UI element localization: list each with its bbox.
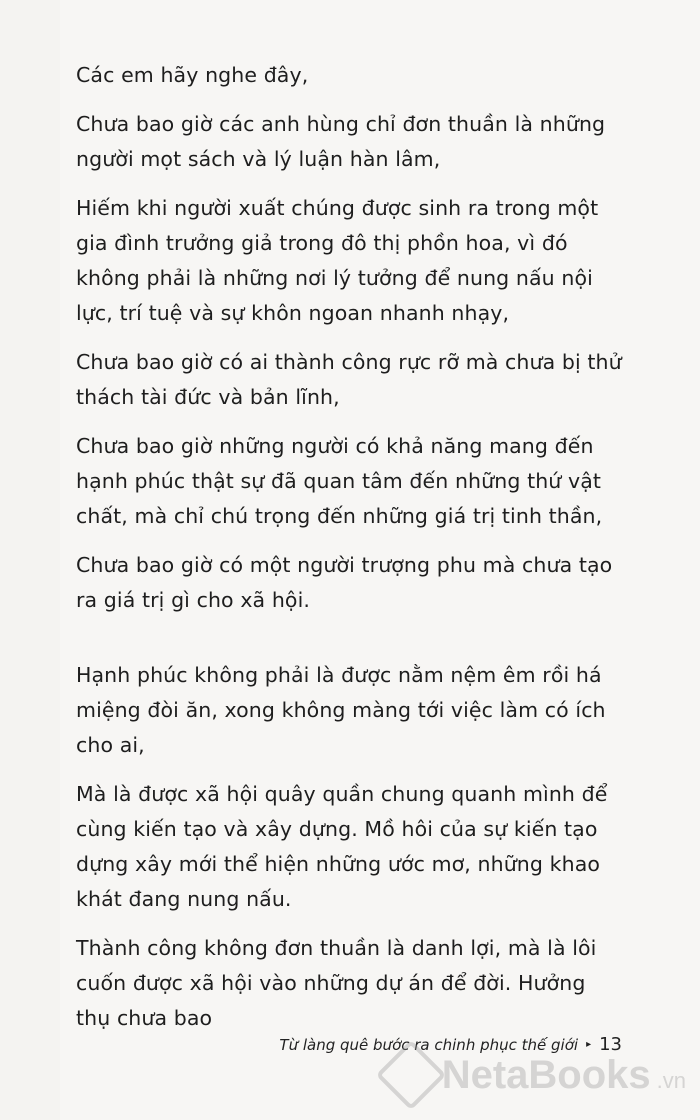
diamond-logo-icon: [375, 1040, 446, 1111]
triangle-icon: ▸: [586, 1039, 592, 1050]
paragraph-4: Chưa bao giờ có ai thành công rực rỡ mà chưa bị thử thách tài đức và bản lĩnh,: [76, 350, 622, 409]
paragraph-1: Các em hãy nghe đây,: [76, 63, 309, 87]
paragraph-6: Chưa bao giờ có một người trượng phu mà chưa tạo ra giá trị gì cho xã hội.: [76, 553, 613, 612]
running-title: Từ làng quê bước ra chinh phục thế giới: [279, 1035, 579, 1054]
watermark: [386, 1050, 686, 1100]
paragraph-9: Thành công không đơn thuần là danh lợi, mà là lôi cuốn được xã hội vào những dự án để đời. Hưởng thụ chưa bao: [76, 936, 597, 1030]
watermark-text: NetaBooks: [441, 1052, 651, 1097]
paragraph-3: Hiếm khi người xuất chúng được sinh ra trong một gia đình trưởng giả trong đô thị phồn hoa, vì đó không phải là những nơi lý tưởng để nung nấu nội lực, trí tuệ và sự khôn ngoan nhanh nhạy,: [76, 196, 599, 325]
paragraph-2: Chưa bao giờ các anh hùng chỉ đơn thuần là những người mọt sách và lý luận hàn lâm,: [76, 112, 606, 171]
paragraph-7: Hạnh phúc không phải là được nằm nệm êm rồi há miệng đòi ăn, xong không màng tới việc làm có ích cho ai,: [76, 663, 606, 757]
paragraph-5: Chưa bao giờ những người có khả năng mang đến hạnh phúc thật sự đã quan tâm đến những thứ vật chất, mà chỉ chú trọng đến những giá trị tinh thần,: [76, 434, 603, 528]
paragraph-8: Mà là được xã hội quây quần chung quanh mình để cùng kiến tạo và xây dựng. Mồ hôi của sự kiến tạo dựng xây mới thể hiện những ước mơ, những khao khát đang nung nấu.: [76, 782, 608, 911]
watermark-suffix: .vn: [656, 1068, 686, 1093]
body-text: [76, 58, 624, 1050]
page-number: 13: [599, 1034, 622, 1055]
